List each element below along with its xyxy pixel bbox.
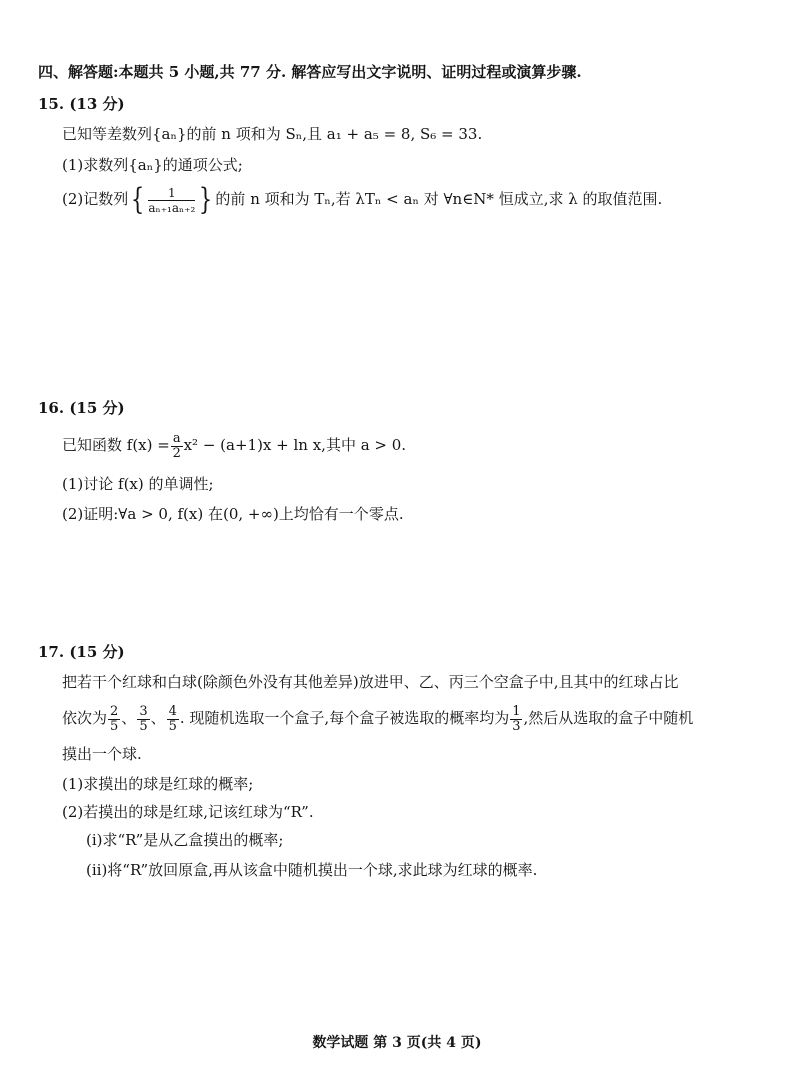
q17-part1: (1)求摸出的球是红球的概率;: [62, 775, 254, 793]
fraction-numerator: a: [172, 430, 181, 446]
q17-title: 17. (15 分): [38, 643, 125, 661]
q16-title: 16. (15 分): [38, 399, 125, 417]
q15-part2-prefix: (2)记数列: [62, 190, 129, 208]
q17-line3: 摸出一个球.: [62, 745, 142, 763]
q15-part2-suffix: 的前 n 项和为 Tₙ,若 λTₙ < aₙ 对 ∀n∈N* 恒成立,求 λ 的取值范围.: [215, 190, 663, 208]
ratio-fraction-1: [108, 705, 120, 734]
probability-fraction: [510, 705, 522, 734]
separator: 、: [150, 709, 166, 727]
fraction-numerator: 2: [110, 703, 119, 719]
fraction-numerator: 1: [148, 186, 195, 201]
q15-part2: [62, 182, 662, 216]
fraction-numerator: 4: [168, 703, 177, 719]
right-brace-icon: }: [199, 182, 213, 217]
page-footer: 数学试题 第 3 页(共 4 页): [312, 1035, 482, 1051]
q16-part2: (2)证明:∀a > 0, f(x) 在(0, +∞)上均恰有一个零点.: [62, 505, 404, 523]
q17-line2-suffix: ,然后从选取的盒子中随机: [523, 709, 694, 727]
q17-part2-ii: (ⅱ)将“R”放回原盒,再从该盒中随机摸出一个球,求此球为红球的概率.: [86, 861, 538, 879]
q17-part2-i: (ⅰ)求“R”是从乙盒摸出的概率;: [86, 831, 284, 849]
ratio-fraction-3: [167, 705, 179, 734]
section-header: 四、解答题:本题共 5 小题,共 77 分. 解答应写出文字说明、证明过程或演算步骤.: [38, 63, 582, 81]
q16-stem-prefix: 已知函数 f(x) =: [62, 436, 170, 454]
q15-sequence-fraction: [148, 186, 195, 215]
q16-part1: (1)讨论 f(x) 的单调性;: [62, 475, 214, 493]
fraction-denominator: 5: [139, 718, 148, 734]
fraction-denominator: 5: [110, 718, 119, 734]
q15-part1: (1)求数列{aₙ}的通项公式;: [62, 156, 243, 174]
fraction-numerator: 1: [512, 703, 521, 719]
separator: 、: [121, 709, 137, 727]
q15-stem: 已知等差数列{aₙ}的前 n 项和为 Sₙ,且 a₁ + a₅ = 8, S₆ = 33.: [62, 125, 483, 143]
fraction-denominator: 3: [512, 718, 521, 734]
fraction-numerator: 3: [139, 703, 148, 719]
fraction-denominator: 2: [172, 445, 181, 461]
q17-line2-prefix: 依次为: [62, 709, 108, 727]
q17-line1: 把若干个红球和白球(除颜色外没有其他差异)放进甲、乙、丙三个空盒子中,且其中的红球占比: [62, 673, 679, 691]
q15-title: 15. (13 分): [38, 95, 125, 113]
ratio-fraction-2: [137, 705, 149, 734]
q17-line2: [62, 700, 693, 736]
q16-coefficient-fraction: [171, 432, 183, 461]
fraction-denominator: 5: [168, 718, 177, 734]
q16-stem-suffix: x² − (a+1)x + ln x,其中 a > 0.: [183, 436, 407, 454]
left-brace-icon: {: [131, 182, 145, 217]
q16-stem: [62, 428, 406, 462]
q17-line2-middle: . 现随机选取一个盒子,每个盒子被选取的概率均为: [179, 709, 510, 727]
q17-part2: (2)若摸出的球是红球,记该红球为“R”.: [62, 803, 314, 821]
fraction-denominator: aₙ₊₁aₙ₊₂: [148, 200, 196, 215]
